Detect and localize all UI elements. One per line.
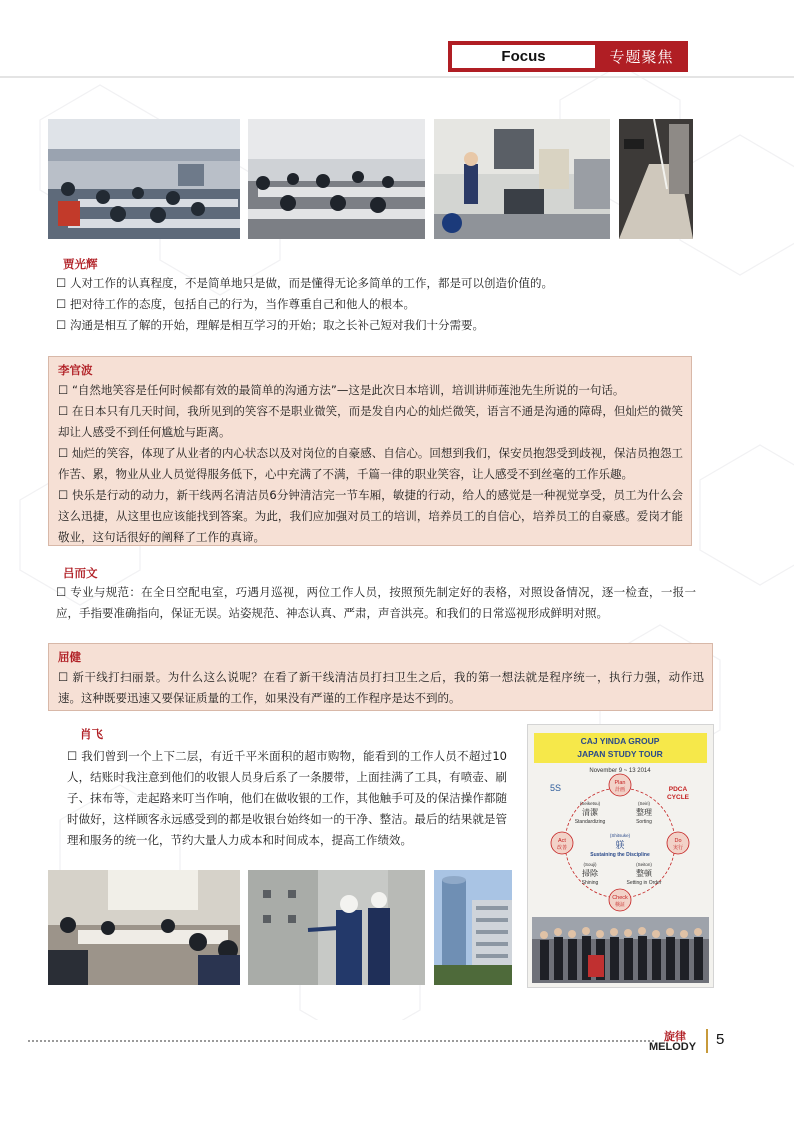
- photo-power-room: [248, 870, 425, 985]
- study-tour-poster: [527, 724, 714, 988]
- highlight-box: [48, 643, 713, 711]
- svg-text:Shining: Shining: [581, 880, 599, 886]
- svg-text:検証: 検証: [614, 902, 626, 908]
- svg-text:(Seiton): (Seiton): [636, 862, 652, 867]
- svg-text:(Souji): (Souji): [583, 862, 597, 867]
- paragraph: ☐ 把对待工作的态度，包括自己的行为，当作尊重自己和他人的根本。: [56, 297, 415, 311]
- svg-text:CYCLE: CYCLE: [666, 794, 690, 801]
- author-name: 屈健: [58, 650, 81, 664]
- svg-text:Sustaining the Discipline: Sustaining the Discipline: [590, 852, 650, 858]
- footer-dotted-rule: [28, 1040, 654, 1042]
- plan-node: Plan: [614, 780, 626, 786]
- photo-office-tower: [434, 870, 512, 985]
- svg-text:Setting in Order: Setting in Order: [626, 880, 662, 886]
- author-name: 李官波: [58, 363, 93, 377]
- footer-brand-en: MELODY: [649, 1041, 697, 1053]
- act-node: Act: [558, 838, 566, 844]
- svg-text:清潔: 清潔: [582, 808, 598, 817]
- header-rule: [0, 76, 794, 78]
- svg-text:(Seiri): (Seiri): [638, 801, 650, 806]
- poster-title-1: CAJ YINDA GROUP: [580, 736, 660, 746]
- svg-text:躾: 躾: [615, 841, 625, 851]
- check-node: Check: [612, 895, 628, 901]
- section-tag-zh: 专题聚焦: [609, 48, 674, 66]
- svg-text:計画: 計画: [614, 787, 626, 793]
- svg-text:Sorting: Sorting: [636, 819, 652, 825]
- svg-text:Standardizing: Standardizing: [574, 819, 606, 825]
- paragraph: ☐ 在日本只有几天时间，我所见到的笑容不是职业微笑，而是发自内心的灿烂微笑，语言不通是沟通的障碍，但灿烂的微笑却让人感受不到任何尴尬与距离。: [58, 404, 683, 439]
- section-tag: [448, 41, 688, 72]
- do-node: Do: [674, 838, 682, 844]
- svg-text:(Shitsuke): (Shitsuke): [609, 833, 631, 838]
- photo-lecture-hall: [48, 119, 240, 239]
- photo-train-platform: [619, 119, 693, 239]
- paragraph: ☐ “自然地笑容是任何时候都有效的最简单的沟通方法”—这是此次日本培训，培训讲师莲池先生所说的一句话。: [58, 383, 625, 397]
- author-name: 贾光辉: [63, 257, 98, 271]
- svg-text:整頓: 整頓: [636, 869, 652, 878]
- paragraph: ☐ 专业与规范：在全日空配电室，巧遇月巡视，两位工作人员，按照预先制定好的表格，对照设备情况，逐一检查，一报一应，手指要准确指向，保证无误。站姿规范、神态认真、严肃，声音洪亮。和我们的日常巡视形成鲜明对照。: [56, 585, 696, 620]
- svg-text:掃除: 掃除: [582, 869, 598, 878]
- paragraph: ☐ 快乐是行动的动力，新干线两名清洁员6分钟清洁完一节车厢，敏捷的行动，给人的感觉是一种视觉享受，员工为什么会这么迅捷，从这里也应该能找到答案。为此，我们应加强对员工的培训，培养员工的自信心，培养员工的自豪感。爱岗才能敬业，这句话很好的阐释了工作的真谛。: [58, 488, 683, 544]
- author-name: 吕而文: [63, 566, 98, 580]
- svg-text:実行: 実行: [672, 845, 684, 851]
- section-text: [56, 273, 696, 336]
- photo-office-meeting: [48, 870, 240, 985]
- poster-5s: 5S: [550, 783, 562, 793]
- svg-text:改善: 改善: [556, 845, 568, 851]
- paragraph: ☐ 沟通是相互了解的开始，理解是相互学习的开始；取之长补己短对我们十分需要。: [56, 318, 484, 332]
- paragraph: ☐ 灿烂的笑容，体现了从业者的内心状态以及对岗位的自豪感、自信心。回想到我们，保安员抱怨受到歧视，保洁员抱怨工作苦、累，物业从业人员觉得服务低下，心中充满了不满，千篇一律的职业笑容，让人感受不到丝毫的工作乐趣。: [58, 446, 683, 481]
- footer-brand-zh: 旋律: [664, 1030, 686, 1043]
- paragraph: ☐ 我们曾到一个上下二层，有近千平米面积的超市购物，能看到的工作人员不超过10人，结账时我注意到他们的收银人员身后系了一条腰带，上面挂满了工具，有喷壶、刷子、抹布等，走起路来叮当作响，他们在做收银的工作，其他触手可及的保洁操作都随时做好，这样顾客永远感受到的都是收银台始终如一的干净、整洁。最后的结果就是管理和服务的统一化，节约大量人力成本和时间成本，提高工作绩效。: [67, 749, 507, 847]
- paragraph: ☐ 新干线打扫丽景。为什么这么说呢？在看了新干线清洁员打扫卫生之后，我的第一想法就是程序统一，执行力强，动作迅速。这种既要迅速又要保证质量的工作，如果没有严谨的工作程序是达不到的。: [58, 670, 704, 705]
- page-number: 5: [716, 1031, 725, 1048]
- footer-divider: [706, 1029, 708, 1053]
- poster-pdca: PDCA: [668, 786, 688, 793]
- svg-text:(Seiketsu): (Seiketsu): [579, 801, 601, 806]
- paragraph: ☐ 人对工作的认真程度，不是简单地只是做，而是懂得无论多简单的工作，都是可以创造价值的。: [56, 276, 553, 290]
- highlight-box: [48, 356, 692, 546]
- svg-text:整理: 整理: [636, 808, 652, 817]
- poster-dates: November 9 ~ 13 2014: [589, 768, 651, 774]
- section-tag-en: Focus: [452, 45, 595, 68]
- photo-control-room: [434, 119, 610, 239]
- poster-title-2: JAPAN STUDY TOUR: [577, 749, 663, 759]
- photo-meeting-room: [248, 119, 425, 239]
- author-name: 肖飞: [80, 727, 103, 741]
